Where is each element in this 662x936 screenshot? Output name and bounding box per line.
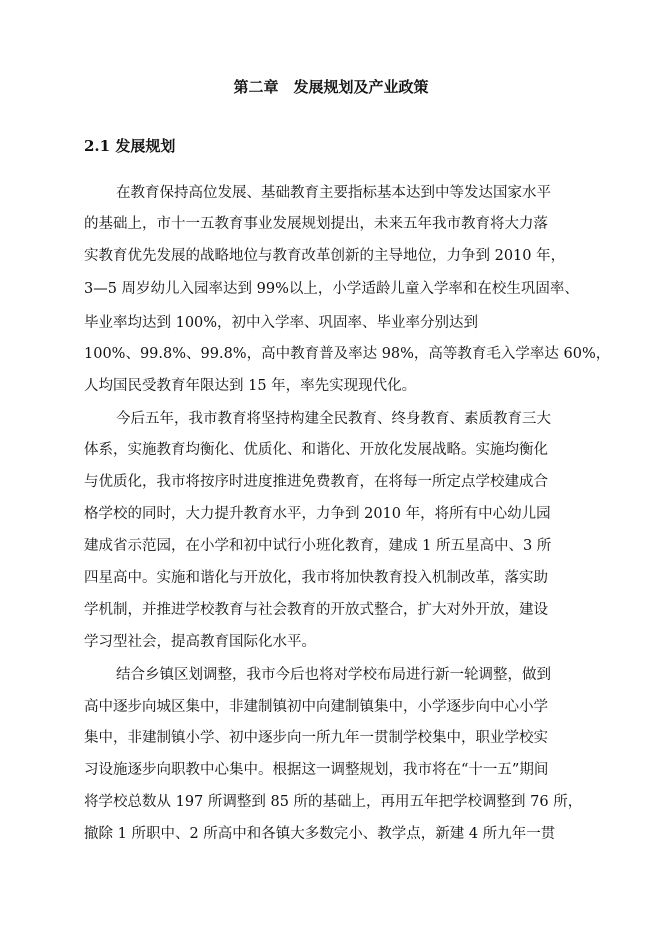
paragraph-line: 高中逐步向城区集中，非建制镇初中向建制镇集中，小学逐步向中心小学	[84, 699, 548, 715]
paragraph-line: 集中，非建制镇小学、初中逐步向一所九年一贯制学校集中，职业学校实	[84, 730, 548, 746]
paragraph-line: 格学校的同时，大力提升教育水平，力争到 2010 年，将所有中心幼儿园	[84, 506, 551, 522]
paragraph-line: 毕业率均达到 100%，初中入学率、巩固率、毕业率分别达到	[84, 315, 479, 331]
chapter-title: 第二章 发展规划及产业政策	[233, 78, 429, 96]
paragraph-line: 习设施逐步向职教中心集中。根据这一调整规划，我市将在“十一五”期间	[84, 762, 549, 778]
paragraph-line: 撤除 1 所职中、2 所高中和各镇大多数完小、教学点，新建 4 所九年一贯	[84, 826, 556, 842]
paragraph-line: 今后五年，我市教育将坚持构建全民教育、终身教育、素质教育三大	[116, 411, 551, 427]
paragraph-line: 的基础上，市十一五教育事业发展规划提出，未来五年我市教育将大力落	[84, 216, 548, 232]
paragraph-line: 在教育保持高位发展、基础教育主要指标基本达到中等发达国家水平	[116, 185, 551, 201]
paragraph-line: 建成省示范园，在小学和初中试行小班化教育，建成 1 所五星高中、3 所	[84, 538, 552, 554]
paragraph-line: 与优质化，我市将按序时进度推进免费教育，在将每一所定点学校建成合	[84, 474, 548, 490]
paragraph-line: 体系，实施教育均衡化、优质化、和谐化、开放化发展战略。实施均衡化	[84, 442, 548, 458]
paragraph-line: 100%、99.8%、99.8%，高中教育普及率达 98%，高等教育毛入学率达 60%，	[84, 346, 611, 362]
paragraph-line: 学机制，并推进学校教育与社会教育的开放式整合，扩大对外开放，建设	[84, 602, 548, 618]
paragraph-line: 实教育优先发展的战略地位与教育改革创新的主导地位，力争到 2010 年，	[84, 248, 566, 264]
paragraph-line: 人均国民受教育年限达到 15 年，率先实现现代化。	[84, 378, 417, 394]
section-heading: 2.1 发展规划	[84, 137, 176, 155]
paragraph-line: 四星高中。实施和谐化与开放化，我市将加快教育投入机制改革，落实助	[84, 570, 548, 586]
paragraph-line: 3—5 周岁幼儿入园率达到 99%以上，小学适龄儿童入学率和在校生巩固率、	[84, 281, 579, 297]
paragraph-line: 学习型社会，提高教育国际化水平。	[84, 634, 316, 650]
paragraph-line: 将学校总数从 197 所调整到 85 所的基础上，再用五年把学校调整到 76 所，	[84, 794, 583, 810]
paragraph-line: 结合乡镇区划调整，我市今后也将对学校布局进行新一轮调整，做到	[116, 667, 551, 683]
